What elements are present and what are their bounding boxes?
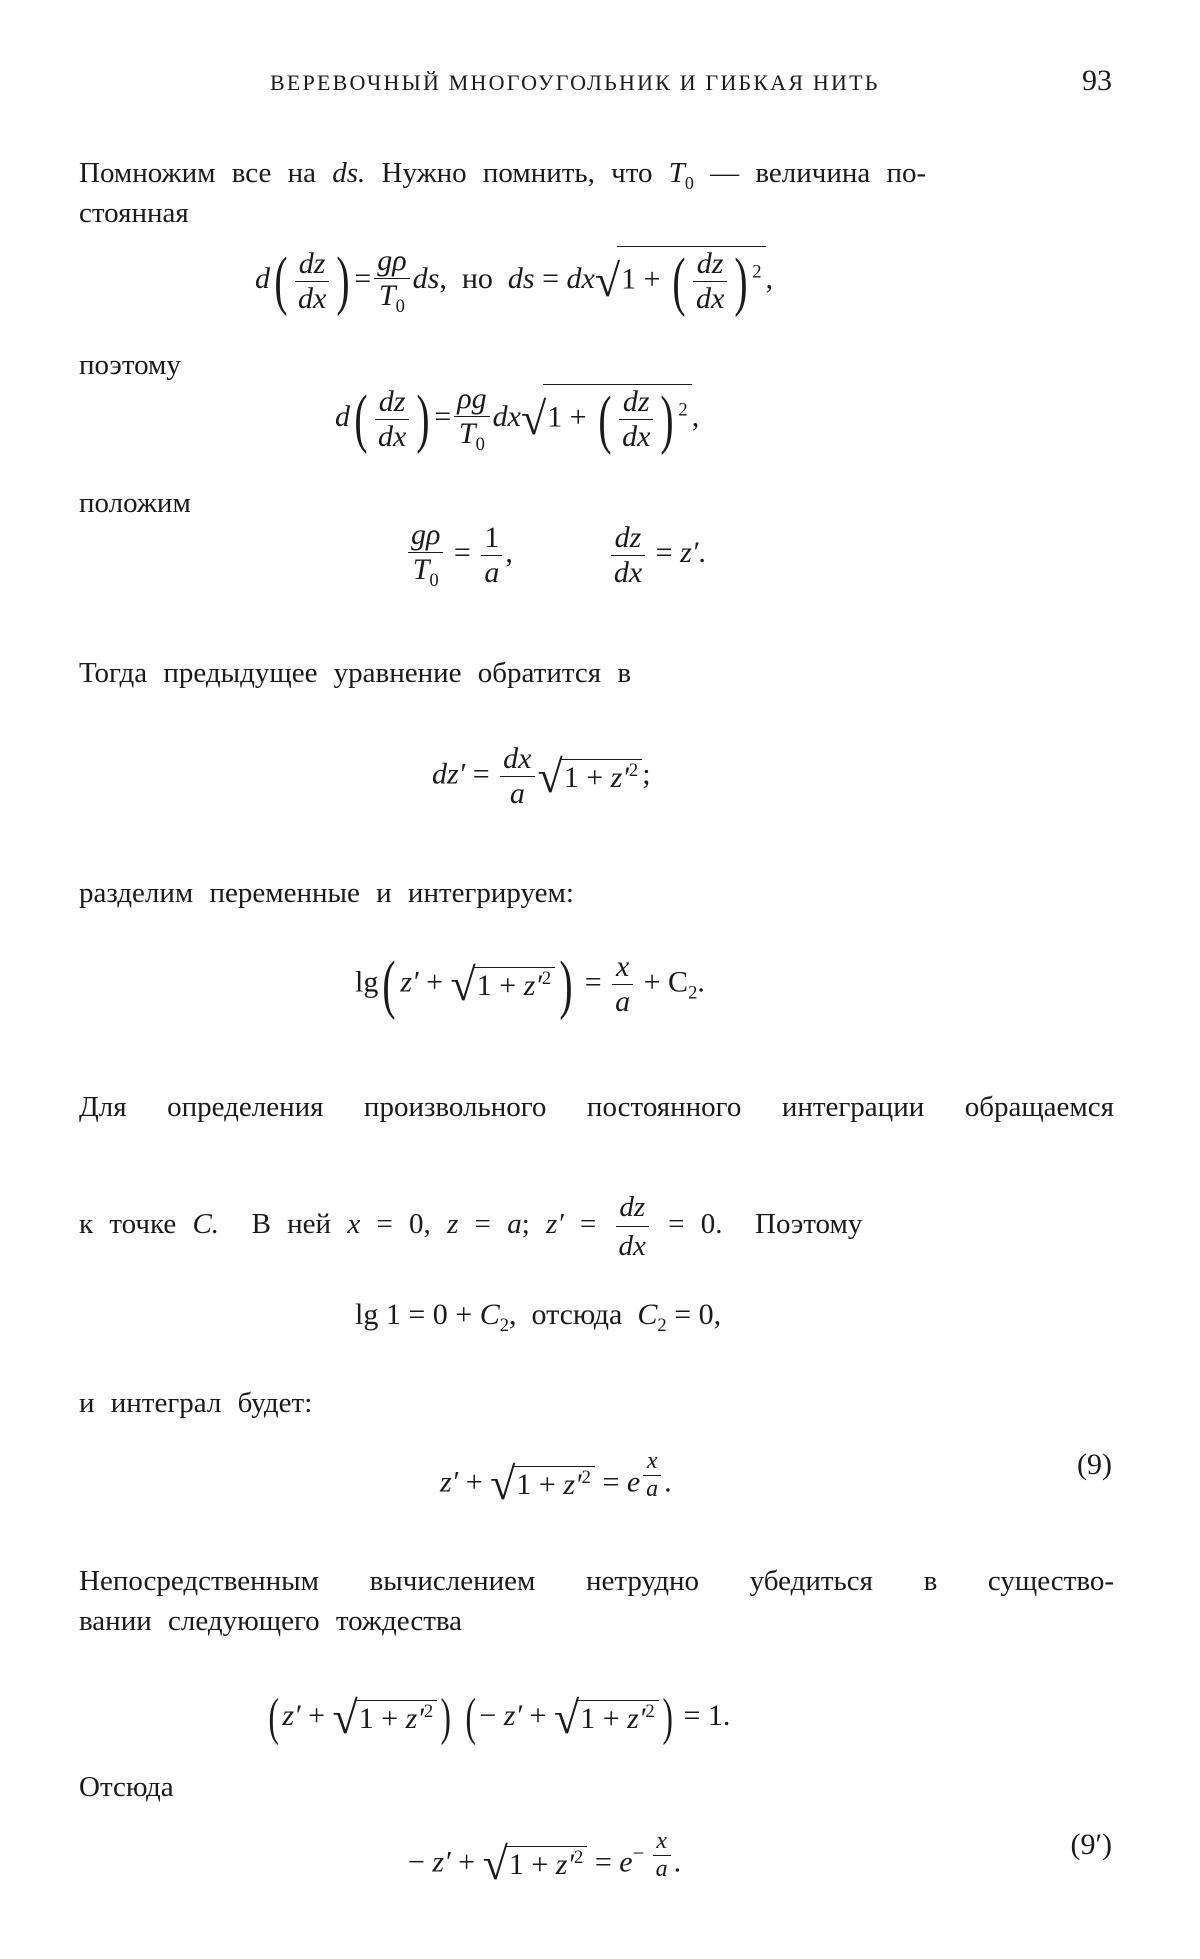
equation-identity: ( $z' + √1 + z'^2$ ) ( − $z' + √1 + z'^2$ ) = 1.: [268, 1689, 731, 1746]
paragraph-multiply-T: T: [668, 157, 685, 189]
paragraph-constant: Для определения произвольного постоянного интеграции обращаемся: [79, 1091, 1114, 1123]
equation-9-prime: − $z' + √1 + z'^2 = e^{- \frac{x}{a}}$ .: [408, 1828, 682, 1890]
paragraph-point-c-text-c: Поэтому: [755, 1208, 863, 1241]
paragraph-point-c-text-b: В ней: [251, 1208, 332, 1241]
word-let: положим: [79, 487, 191, 519]
word-therefore: поэтому: [79, 349, 181, 381]
paragraph-integral: и интеграл будет:: [79, 1387, 313, 1419]
paragraph-multiply-line2: стоянная: [79, 197, 189, 229]
equation-2: d( $\frac{dz}{dx}$ ) = $\frac{\rho g}{T_0}$ dx√1 + ( $\frac{dz}{dx}$ ) $^2$ ,: [335, 382, 700, 456]
paragraph-multiply-text-c: — величина по-: [710, 157, 927, 189]
paragraph-multiply-T-sub: 0: [684, 172, 694, 193]
paragraph-point-c: к точке C. В ней x = 0, z = a; z′ = $\frac{dz}{dx}$ = 0. Поэтому: [79, 1188, 862, 1265]
paragraph-direct-computation-line2: вании следующего тождества: [79, 1605, 463, 1637]
paragraph-then: Тогда предыдущее уравнение обратится в: [79, 657, 632, 689]
equation-9-number: (9): [1077, 1448, 1112, 1481]
paragraph-point-c-text-a: к точке: [79, 1208, 177, 1241]
paragraph-direct-computation: Непосредственным вычислением нетрудно убедиться в существо-: [79, 1565, 1114, 1597]
paragraph-multiply-ds: ds.: [332, 157, 366, 189]
equation-9: $z' + √1 + z'^2 = e$ $^{\frac{x}{a}}$ .: [440, 1448, 672, 1510]
paragraph-multiply-text-a: Помножим все на: [79, 157, 316, 189]
equation-9-prime-number: (9′): [1070, 1828, 1112, 1861]
equation-1: d( $\frac{dz}{dx}$ ) = $\frac{g\rho}{T_0}$ ds, но ds = dx√1 + ( $\frac{dz}{dx}$ ) $^2$ ,: [255, 244, 774, 318]
word-hence: Отсюда: [79, 1771, 174, 1803]
paragraph-separate: разделим переменные и интегрируем:: [79, 877, 574, 909]
equation-3: $\frac{g\rho}{T_0}$ = $\frac{1}{a}$ , $\frac{dz}{dx}$ = z′.: [405, 518, 706, 592]
equation-5: lg( $z' + √1 + z'^2$ ) = $\frac{x}{a}$ + $C_2$.: [355, 947, 705, 1021]
paragraph-multiply-text-b: Нужно помнить, что: [381, 157, 653, 189]
equation-6-word-hence: отсюда: [531, 1298, 623, 1331]
paragraph-multiply: [79, 154, 1114, 202]
equation-1-word-but: но: [461, 261, 493, 295]
paragraph-point-c-C: C.: [192, 1208, 220, 1241]
page-number: 93: [1082, 64, 1112, 97]
equation-6: $\lg 1 = 0 + C_2$, отсюда $C_2 = 0$,: [355, 1298, 722, 1336]
running-title: ВЕРЕВОЧНЫЙ МНОГОУГОЛЬНИК И ГИБКАЯ НИТЬ: [270, 70, 880, 95]
equation-4: dz′ = $\frac{dx}{a}$ $√1 + z'^2$ ;: [432, 742, 651, 810]
